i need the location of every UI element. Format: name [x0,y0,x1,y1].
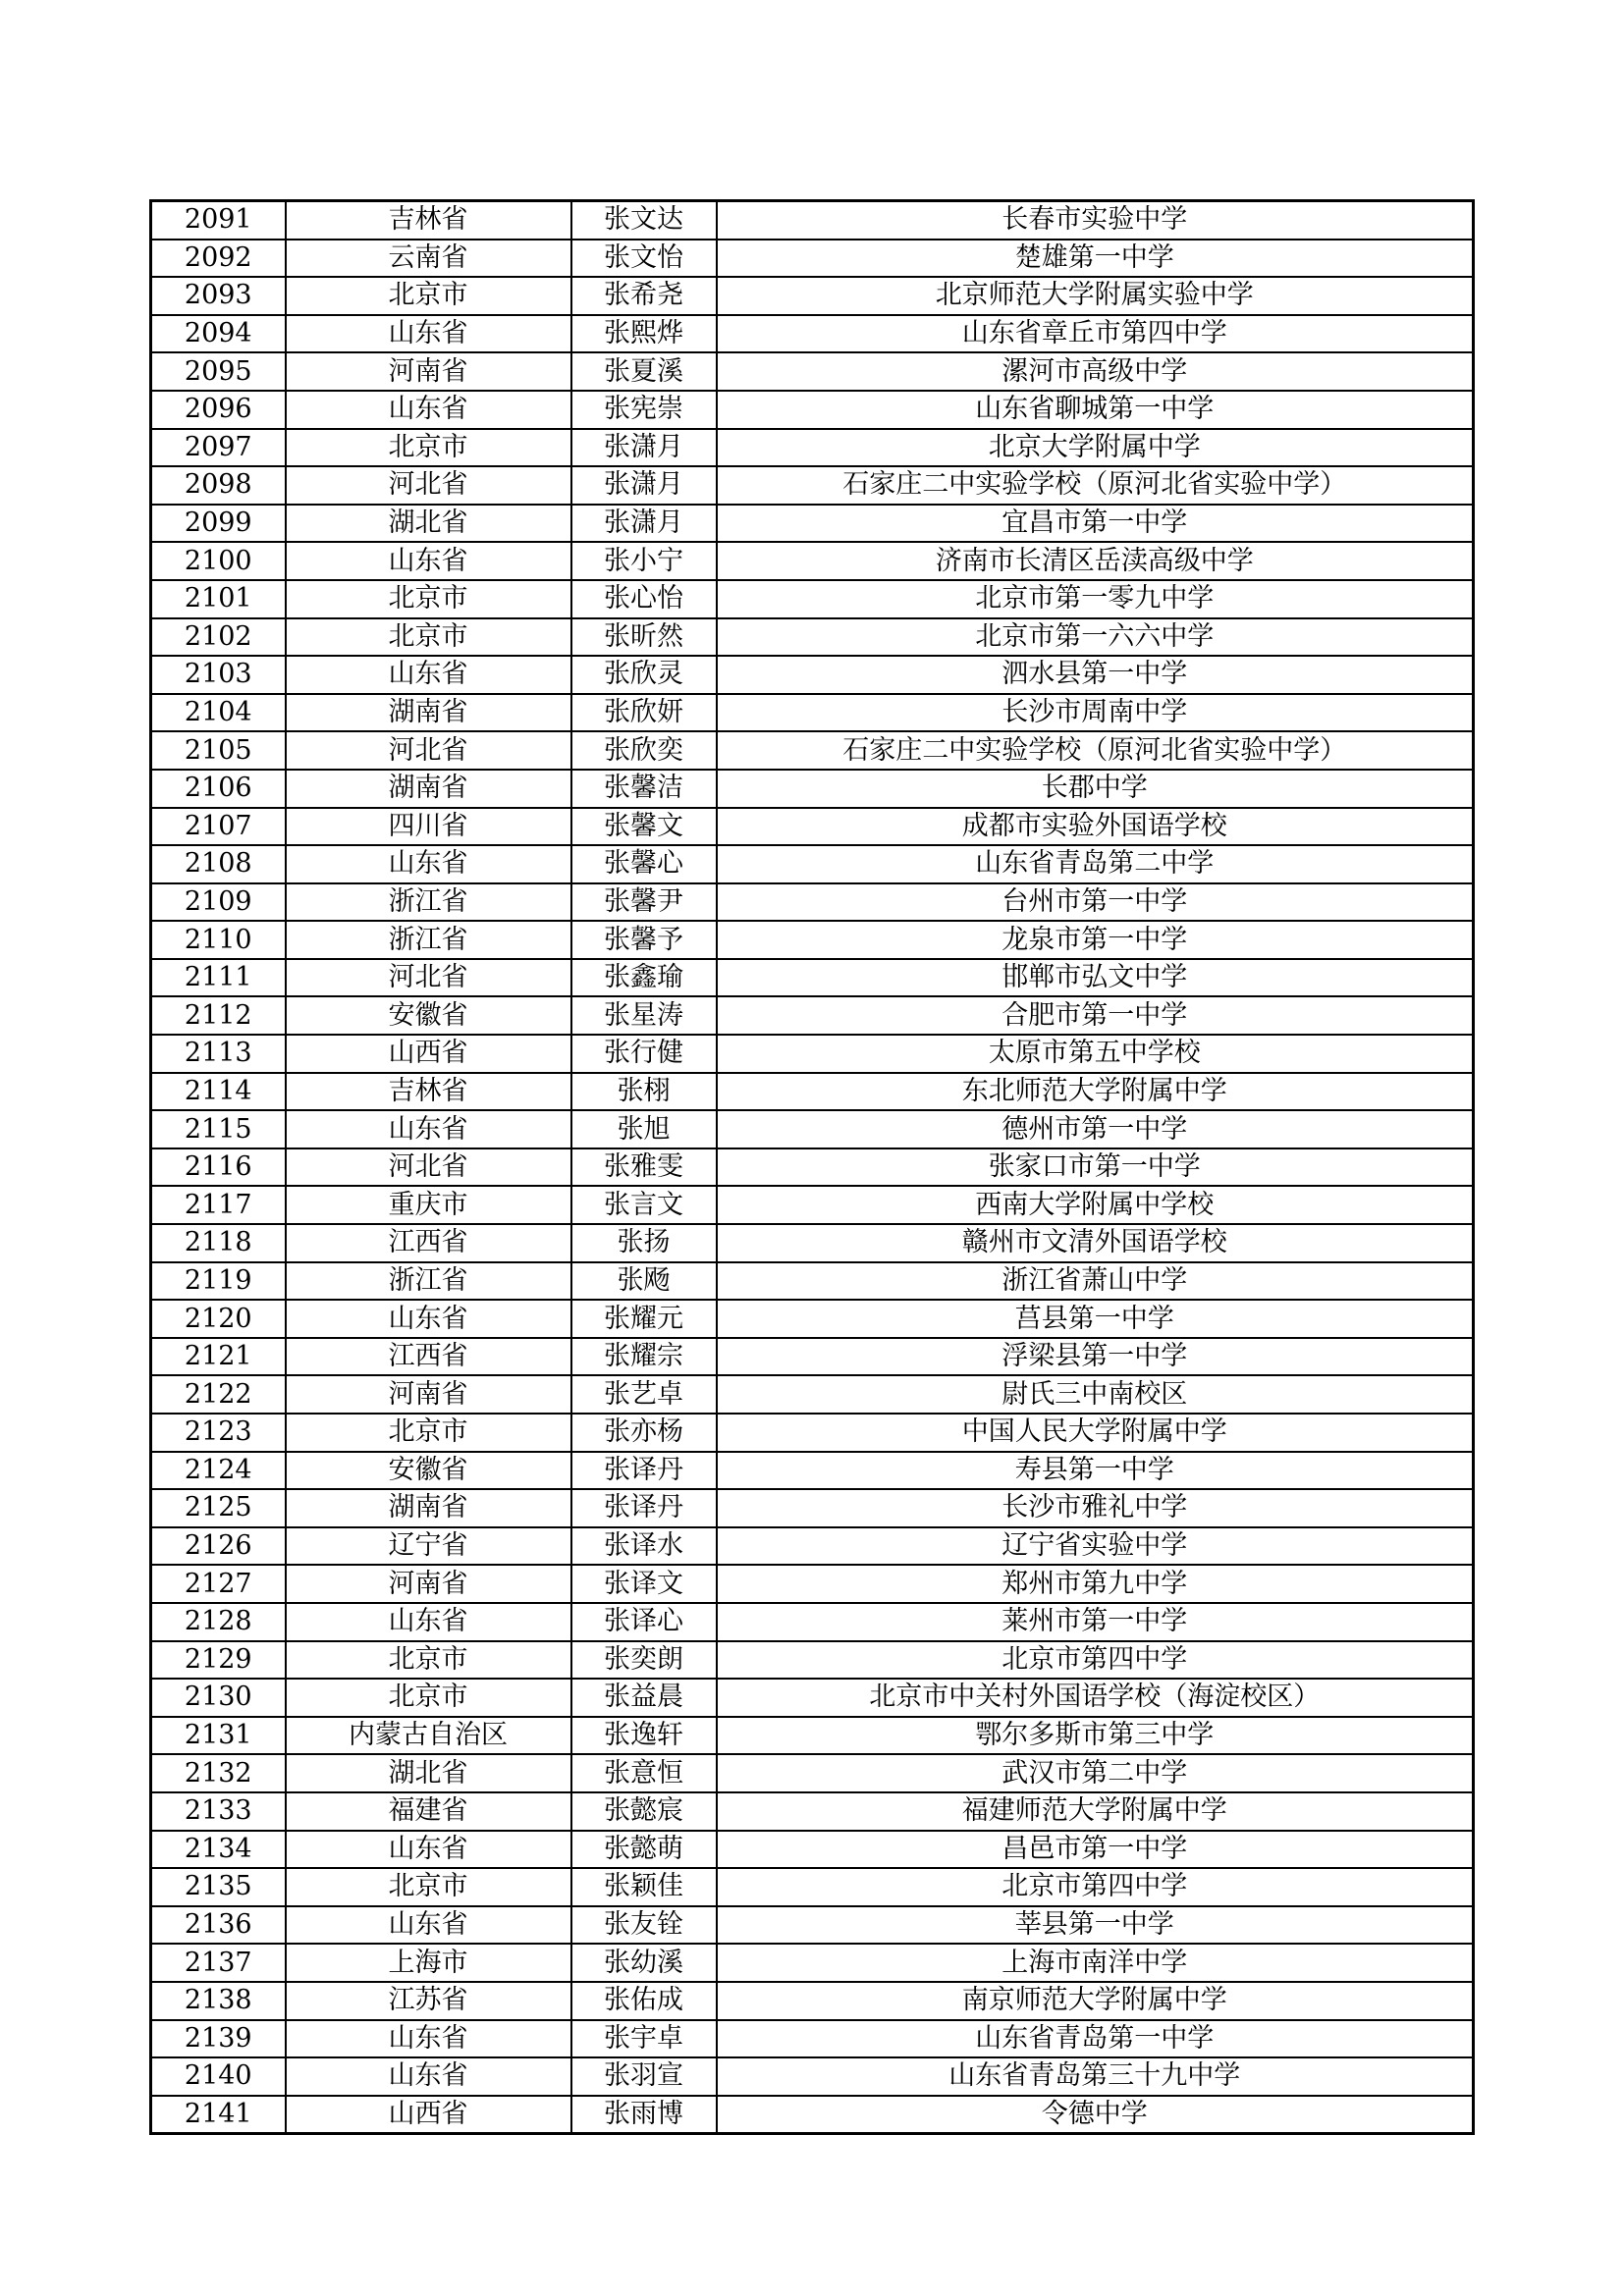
student-name-cell: 张宪崇 [571,391,717,429]
table-row [151,656,1474,694]
province-cell: 浙江省 [286,921,571,959]
province-cell: 江西省 [286,1224,571,1262]
row-number: 2132 [151,1754,286,1792]
school-cell: 浮梁县第一中学 [717,1338,1474,1376]
province-cell: 山东省 [286,391,571,429]
table-row [151,580,1474,618]
row-number: 2117 [151,1186,286,1224]
row-number: 2098 [151,466,286,505]
school-cell: 福建师范大学附属中学 [717,1792,1474,1831]
school-cell: 北京师范大学附属实验中学 [717,277,1474,315]
row-number: 2134 [151,1831,286,1869]
province-cell: 北京市 [286,277,571,315]
table-row [151,315,1474,353]
table-row [151,2096,1474,2134]
province-cell: 河南省 [286,1375,571,1414]
student-name-cell: 张译心 [571,1603,717,1641]
province-cell: 湖北省 [286,505,571,543]
province-cell: 吉林省 [286,1073,571,1111]
school-cell: 山东省青岛第三十九中学 [717,2057,1474,2096]
student-name-cell: 张译文 [571,1565,717,1603]
row-number: 2124 [151,1452,286,1490]
row-number: 2121 [151,1338,286,1376]
province-cell: 北京市 [286,1868,571,1906]
table-row [151,1489,1474,1527]
roster-table-body [151,201,1474,2134]
province-cell: 湖南省 [286,770,571,808]
school-cell: 石家庄二中实验学校（原河北省实验中学） [717,466,1474,505]
school-cell: 山东省聊城第一中学 [717,391,1474,429]
school-cell: 北京大学附属中学 [717,429,1474,467]
row-number: 2122 [151,1375,286,1414]
row-number: 2111 [151,959,286,997]
student-name-cell: 张欣灵 [571,656,717,694]
student-name-cell: 张昕然 [571,618,717,657]
province-cell: 安徽省 [286,996,571,1035]
school-cell: 石家庄二中实验学校（原河北省实验中学） [717,731,1474,770]
province-cell: 云南省 [286,240,571,278]
school-cell: 莒县第一中学 [717,1300,1474,1338]
row-number: 2133 [151,1792,286,1831]
table-row [151,808,1474,846]
school-cell: 山东省青岛第一中学 [717,2020,1474,2058]
table-row [151,1565,1474,1603]
table-row [151,1375,1474,1414]
table-row [151,1452,1474,1490]
student-name-cell: 张文怡 [571,240,717,278]
row-number: 2141 [151,2096,286,2134]
table-row [151,1262,1474,1301]
school-cell: 合肥市第一中学 [717,996,1474,1035]
province-cell: 河北省 [286,959,571,997]
table-row [151,770,1474,808]
school-cell: 北京市第四中学 [717,1641,1474,1680]
table-row [151,1603,1474,1641]
province-cell: 北京市 [286,429,571,467]
row-number: 2103 [151,656,286,694]
row-number: 2105 [151,731,286,770]
province-cell: 北京市 [286,1679,571,1717]
province-cell: 山东省 [286,1603,571,1641]
row-number: 2114 [151,1073,286,1111]
student-name-cell: 张旭 [571,1110,717,1148]
table-row [151,1414,1474,1452]
province-cell: 北京市 [286,618,571,657]
table-row [151,391,1474,429]
table-row [151,883,1474,922]
student-name-cell: 张幼溪 [571,1944,717,1982]
row-number: 2102 [151,618,286,657]
school-cell: 南京师范大学附属中学 [717,1982,1474,2020]
province-cell: 河北省 [286,1148,571,1187]
school-cell: 尉氏三中南校区 [717,1375,1474,1414]
student-name-cell: 张文达 [571,201,717,240]
table-row [151,618,1474,657]
student-name-cell: 张宇卓 [571,2020,717,2058]
student-name-cell: 张小宁 [571,542,717,580]
school-cell: 北京市第四中学 [717,1868,1474,1906]
student-name-cell: 张希尧 [571,277,717,315]
table-row [151,1754,1474,1792]
row-number: 2095 [151,352,286,391]
row-number: 2106 [151,770,286,808]
province-cell: 河南省 [286,1565,571,1603]
table-row [151,845,1474,883]
row-number: 2120 [151,1300,286,1338]
school-cell: 北京市中关村外国语学校（海淀校区） [717,1679,1474,1717]
student-name-cell: 张耀元 [571,1300,717,1338]
school-cell: 鄂尔多斯市第三中学 [717,1717,1474,1755]
province-cell: 北京市 [286,1641,571,1680]
school-cell: 昌邑市第一中学 [717,1831,1474,1869]
school-cell: 太原市第五中学校 [717,1035,1474,1073]
school-cell: 寿县第一中学 [717,1452,1474,1490]
student-name-cell: 张馨文 [571,808,717,846]
student-name-cell: 张馨尹 [571,883,717,922]
row-number: 2138 [151,1982,286,2020]
school-cell: 长郡中学 [717,770,1474,808]
student-name-cell: 张行健 [571,1035,717,1073]
student-name-cell: 张栩 [571,1073,717,1111]
row-number: 2110 [151,921,286,959]
row-number: 2094 [151,315,286,353]
table-row [151,1338,1474,1376]
row-number: 2131 [151,1717,286,1755]
school-cell: 成都市实验外国语学校 [717,808,1474,846]
student-name-cell: 张雨博 [571,2096,717,2134]
school-cell: 德州市第一中学 [717,1110,1474,1148]
row-number: 2126 [151,1527,286,1566]
school-cell: 莘县第一中学 [717,1906,1474,1945]
table-row [151,921,1474,959]
student-name-cell: 张心怡 [571,580,717,618]
row-number: 2119 [151,1262,286,1301]
province-cell: 河北省 [286,466,571,505]
row-number: 2129 [151,1641,286,1680]
school-cell: 武汉市第二中学 [717,1754,1474,1792]
student-name-cell: 张馨心 [571,845,717,883]
table-row [151,731,1474,770]
province-cell: 吉林省 [286,201,571,240]
row-number: 2128 [151,1603,286,1641]
province-cell: 山东省 [286,1300,571,1338]
province-cell: 福建省 [286,1792,571,1831]
row-number: 2104 [151,694,286,732]
province-cell: 上海市 [286,1944,571,1982]
student-name-cell: 张潇月 [571,466,717,505]
school-cell: 济南市长清区岳渎高级中学 [717,542,1474,580]
table-row [151,1300,1474,1338]
table-row [151,1679,1474,1717]
student-name-cell: 张耀宗 [571,1338,717,1376]
row-number: 2118 [151,1224,286,1262]
table-row [151,201,1474,240]
province-cell: 北京市 [286,1414,571,1452]
table-row [151,694,1474,732]
province-cell: 山东省 [286,656,571,694]
row-number: 2136 [151,1906,286,1945]
table-row [151,1110,1474,1148]
row-number: 2140 [151,2057,286,2096]
student-name-cell: 张懿宸 [571,1792,717,1831]
province-cell: 山东省 [286,542,571,580]
table-row [151,1792,1474,1831]
school-cell: 莱州市第一中学 [717,1603,1474,1641]
row-number: 2097 [151,429,286,467]
student-name-cell: 张译丹 [571,1489,717,1527]
student-name-cell: 张懿萌 [571,1831,717,1869]
table-row [151,1982,1474,2020]
province-cell: 内蒙古自治区 [286,1717,571,1755]
student-name-cell: 张飏 [571,1262,717,1301]
row-number: 2112 [151,996,286,1035]
province-cell: 辽宁省 [286,1527,571,1566]
table-row [151,1906,1474,1945]
row-number: 2093 [151,277,286,315]
table-row [151,542,1474,580]
student-name-cell: 张译丹 [571,1452,717,1490]
student-name-cell: 张译水 [571,1527,717,1566]
school-cell: 长沙市周南中学 [717,694,1474,732]
province-cell: 安徽省 [286,1452,571,1490]
province-cell: 重庆市 [286,1186,571,1224]
student-name-cell: 张馨洁 [571,770,717,808]
school-cell: 辽宁省实验中学 [717,1527,1474,1566]
student-name-cell: 张熙烨 [571,315,717,353]
student-name-cell: 张益晨 [571,1679,717,1717]
province-cell: 山东省 [286,845,571,883]
province-cell: 江西省 [286,1338,571,1376]
province-cell: 河北省 [286,731,571,770]
school-cell: 令德中学 [717,2096,1474,2134]
province-cell: 山西省 [286,2096,571,2134]
student-name-cell: 张逸轩 [571,1717,717,1755]
row-number: 2096 [151,391,286,429]
student-name-cell: 张羽宣 [571,2057,717,2096]
row-number: 2100 [151,542,286,580]
row-number: 2116 [151,1148,286,1187]
table-row [151,1186,1474,1224]
row-number: 2127 [151,1565,286,1603]
school-cell: 泗水县第一中学 [717,656,1474,694]
row-number: 2091 [151,201,286,240]
school-cell: 赣州市文清外国语学校 [717,1224,1474,1262]
student-name-cell: 张潇月 [571,505,717,543]
student-name-cell: 张颖佳 [571,1868,717,1906]
school-cell: 楚雄第一中学 [717,240,1474,278]
student-name-cell: 张友铨 [571,1906,717,1945]
province-cell: 河南省 [286,352,571,391]
table-row [151,429,1474,467]
province-cell: 湖南省 [286,694,571,732]
row-number: 2135 [151,1868,286,1906]
table-row [151,1527,1474,1566]
table-row [151,505,1474,543]
province-cell: 山西省 [286,1035,571,1073]
table-row [151,1148,1474,1187]
school-cell: 北京市第一零九中学 [717,580,1474,618]
school-cell: 长沙市雅礼中学 [717,1489,1474,1527]
student-name-cell: 张鑫瑜 [571,959,717,997]
roster-table [149,199,1475,2135]
row-number: 2130 [151,1679,286,1717]
table-row [151,1944,1474,1982]
row-number: 2101 [151,580,286,618]
school-cell: 漯河市高级中学 [717,352,1474,391]
province-cell: 山东省 [286,1831,571,1869]
table-row [151,240,1474,278]
table-row [151,352,1474,391]
table-row [151,1641,1474,1680]
province-cell: 北京市 [286,580,571,618]
school-cell: 邯郸市弘文中学 [717,959,1474,997]
province-cell: 四川省 [286,808,571,846]
table-row [151,466,1474,505]
table-row [151,959,1474,997]
school-cell: 山东省章丘市第四中学 [717,315,1474,353]
school-cell: 西南大学附属中学校 [717,1186,1474,1224]
student-name-cell: 张雅雯 [571,1148,717,1187]
row-number: 2109 [151,883,286,922]
row-number: 2123 [151,1414,286,1452]
school-cell: 东北师范大学附属中学 [717,1073,1474,1111]
school-cell: 台州市第一中学 [717,883,1474,922]
province-cell: 江苏省 [286,1982,571,2020]
student-name-cell: 张扬 [571,1224,717,1262]
table-row [151,1073,1474,1111]
province-cell: 湖南省 [286,1489,571,1527]
school-cell: 山东省青岛第二中学 [717,845,1474,883]
student-name-cell: 张言文 [571,1186,717,1224]
province-cell: 山东省 [286,2057,571,2096]
student-name-cell: 张馨予 [571,921,717,959]
row-number: 2107 [151,808,286,846]
table-row [151,277,1474,315]
table-row [151,996,1474,1035]
row-number: 2108 [151,845,286,883]
province-cell: 浙江省 [286,883,571,922]
student-name-cell: 张欣奕 [571,731,717,770]
province-cell: 湖北省 [286,1754,571,1792]
table-row [151,1035,1474,1073]
row-number: 2113 [151,1035,286,1073]
student-name-cell: 张星涛 [571,996,717,1035]
school-cell: 上海市南洋中学 [717,1944,1474,1982]
row-number: 2137 [151,1944,286,1982]
row-number: 2115 [151,1110,286,1148]
province-cell: 山东省 [286,315,571,353]
student-name-cell: 张夏溪 [571,352,717,391]
school-cell: 张家口市第一中学 [717,1148,1474,1187]
table-row [151,1868,1474,1906]
school-cell: 龙泉市第一中学 [717,921,1474,959]
row-number: 2092 [151,240,286,278]
table-row [151,1224,1474,1262]
school-cell: 浙江省萧山中学 [717,1262,1474,1301]
row-number: 2125 [151,1489,286,1527]
student-name-cell: 张潇月 [571,429,717,467]
student-name-cell: 张欣妍 [571,694,717,732]
school-cell: 中国人民大学附属中学 [717,1414,1474,1452]
table-row [151,2020,1474,2058]
school-cell: 长春市实验中学 [717,201,1474,240]
student-name-cell: 张艺卓 [571,1375,717,1414]
province-cell: 山东省 [286,2020,571,2058]
school-cell: 宜昌市第一中学 [717,505,1474,543]
student-name-cell: 张亦杨 [571,1414,717,1452]
province-cell: 山东省 [286,1906,571,1945]
student-name-cell: 张意恒 [571,1754,717,1792]
row-number: 2099 [151,505,286,543]
school-cell: 北京市第一六六中学 [717,618,1474,657]
student-name-cell: 张佑成 [571,1982,717,2020]
student-name-cell: 张奕朗 [571,1641,717,1680]
table-row [151,2057,1474,2096]
province-cell: 浙江省 [286,1262,571,1301]
table-row [151,1831,1474,1869]
row-number: 2139 [151,2020,286,2058]
province-cell: 山东省 [286,1110,571,1148]
table-row [151,1717,1474,1755]
school-cell: 郑州市第九中学 [717,1565,1474,1603]
